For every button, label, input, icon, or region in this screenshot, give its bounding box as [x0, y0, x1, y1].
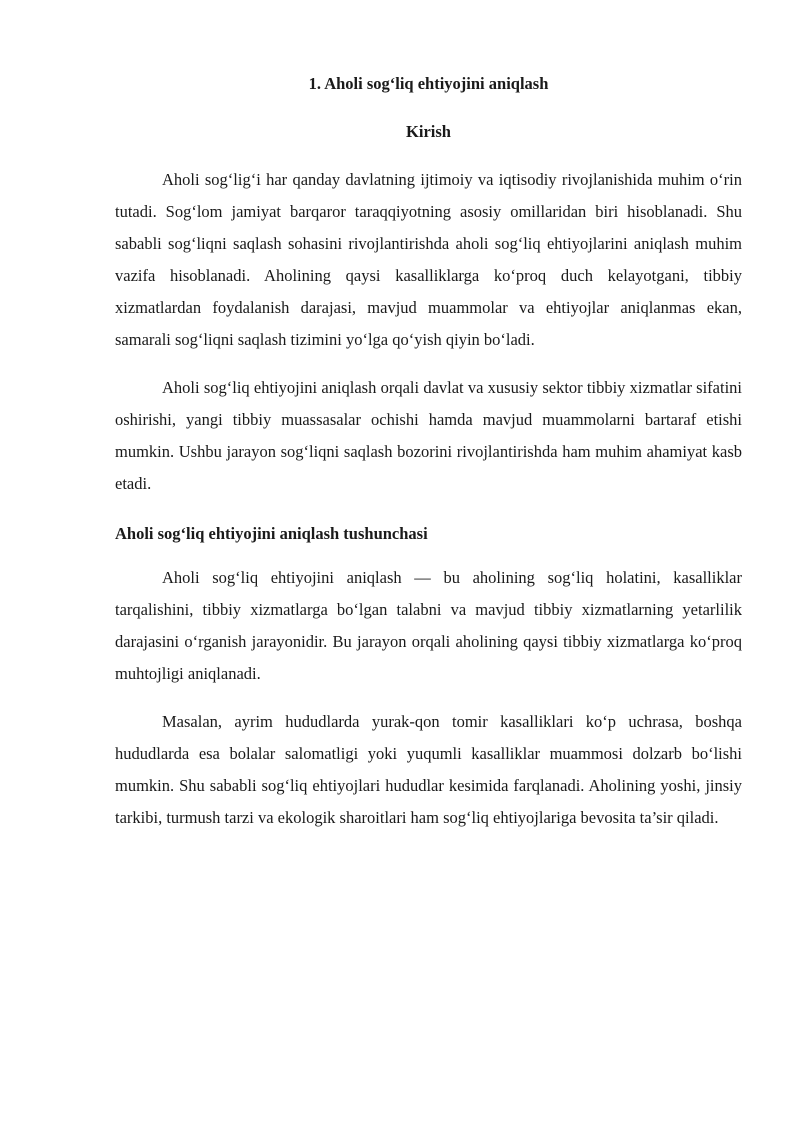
document-subtitle: Kirish: [406, 122, 451, 141]
section-paragraph-1: Aholi sog‘liq ehtiyojini aniqlash — bu aholining sog‘liq holatini, kasalliklar tarqalishini, tibbiy xizmatlarga bo‘lgan talabni va mavjud tibbiy xizmatlarning yetarlilik darajasini o‘rganish jarayonidir. Bu jarayon orqali aholining qaysi tibbiy xizmatlarga ko‘proq muhtojligi aniqlanadi.: [115, 568, 742, 683]
section-paragraph-2: Masalan, ayrim hududlarda yurak-qon tomir kasalliklari ko‘p uchrasa, boshqa hududlarda esa bolalar salomatligi yoki yuqumli kasalliklar muammosi dolzarb bo‘lishi mumkin. Shu sababli sog‘liq ehtiyojlari hududlar kesimida farqlanadi. Aholining yoshi, jinsiy tarkibi, turmush tarzi va ekologik sharoitlari ham sog‘liq ehtiyojlariga bevosita ta’sir qiladi.: [115, 712, 742, 827]
intro-paragraph-1: Aholi sog‘lig‘i har qanday davlatning ijtimoiy va iqtisodiy rivojlanishida muhim o‘rin tutadi. Sog‘lom jamiyat barqaror taraqqiyotning asosiy omillaridan biri hisoblanadi. Shu sababli sog‘liqni saqlash sohasini rivojlantirishda aholi sog‘liq ehtiyojlarini aniqlash muhim vazifa hisoblanadi. Aholining qaysi kasalliklarga ko‘proq duch kelayotgani, tibbiy xizmatlardan foydalanish darajasi, mavjud muammolar va ehtiyojlar aniqlanmas ekan, samarali sog‘liqni saqlash tizimini yo‘lga qo‘yish qiyin bo‘ladi.: [115, 170, 742, 349]
document-title: 1. Aholi sog‘liq ehtiyojini aniqlash: [308, 74, 549, 93]
document-page: [115, 72, 742, 850]
intro-paragraph-2: Aholi sog‘liq ehtiyojini aniqlash orqali davlat va xususiy sektor tibbiy xizmatlar sifatini oshirishi, yangi tibbiy muassasalar ochishi hamda mavjud muammolarni bartaraf etishi mumkin. Ushbu jarayon sog‘liqni saqlash bozorini rivojlantirishda ham muhim ahamiyat kasb etadi.: [115, 378, 742, 493]
section-heading: Aholi sog‘liq ehtiyojini aniqlash tushunchasi: [115, 524, 428, 543]
